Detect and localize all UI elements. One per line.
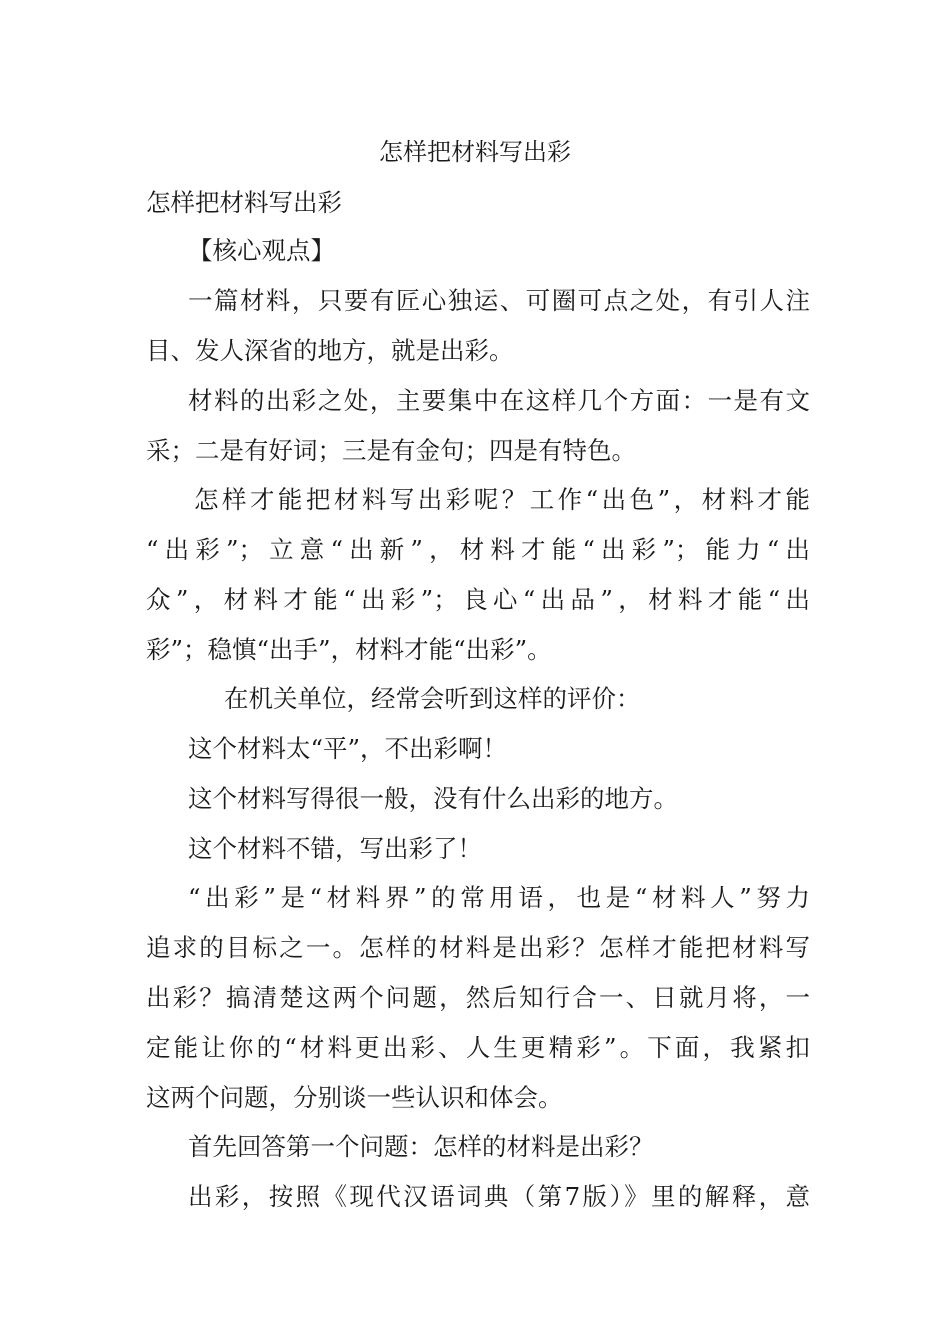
quote-line: 这个材料写得很一般，没有什么出彩的地方。 [188,784,678,813]
quote-line: 这个材料太“平”，不出彩啊！ [188,734,508,763]
paragraph-line: 材料的出彩之处，主要集中在这样几个方面：一是有文 [188,386,810,415]
paragraph-line: 在机关单位，经常会听到这样的评价： [224,684,641,713]
paragraph-line: 彩”；稳慎“出手”，材料才能“出彩”。 [146,635,552,664]
paragraph-line: “出彩”；立意“出新”，材料才能“出彩”；能力“出 [146,535,810,564]
paragraph-line: “出彩”是“材料界”的常用语，也是“材料人”努力 [188,883,810,912]
paragraph-line: 这两个问题，分别谈一些认识和体会。 [146,1083,563,1112]
document-title: 怎样把材料写出彩 [379,138,571,166]
paragraph-line: 怎样才能把材料写出彩呢？工作“出色”，材料才能 [194,485,810,514]
paragraph-line: 采；二是有好词；三是有金句；四是有特色。 [146,436,636,465]
paragraph-line: 出彩？搞清楚这两个问题，然后知行合一、日就月将，一 [146,983,810,1012]
paragraph-line: 首先回答第一个问题：怎样的材料是出彩？ [188,1132,654,1161]
paragraph-line: 众”，材料才能“出彩”；良心“出品”，材料才能“出 [146,585,810,614]
paragraph-line: 出彩，按照《现代汉语词典（第7版）》里的解释，意 [188,1182,810,1211]
quote-line: 这个材料不错，写出彩了！ [188,834,482,863]
paragraph-line: 目、发人深省的地方，就是出彩。 [146,336,514,365]
paragraph-line: 定能让你的“材料更出彩、人生更精彩”。下面，我紧扣 [146,1033,810,1062]
paragraph-line: 一篇材料，只要有匠心独运、可圈可点之处，有引人注 [188,286,810,315]
section-heading: 【核心观点】 [188,236,335,265]
document-subtitle: 怎样把材料写出彩 [146,188,342,217]
paragraph-line: 追求的目标之一。怎样的材料是出彩？怎样才能把材料写 [146,933,810,962]
